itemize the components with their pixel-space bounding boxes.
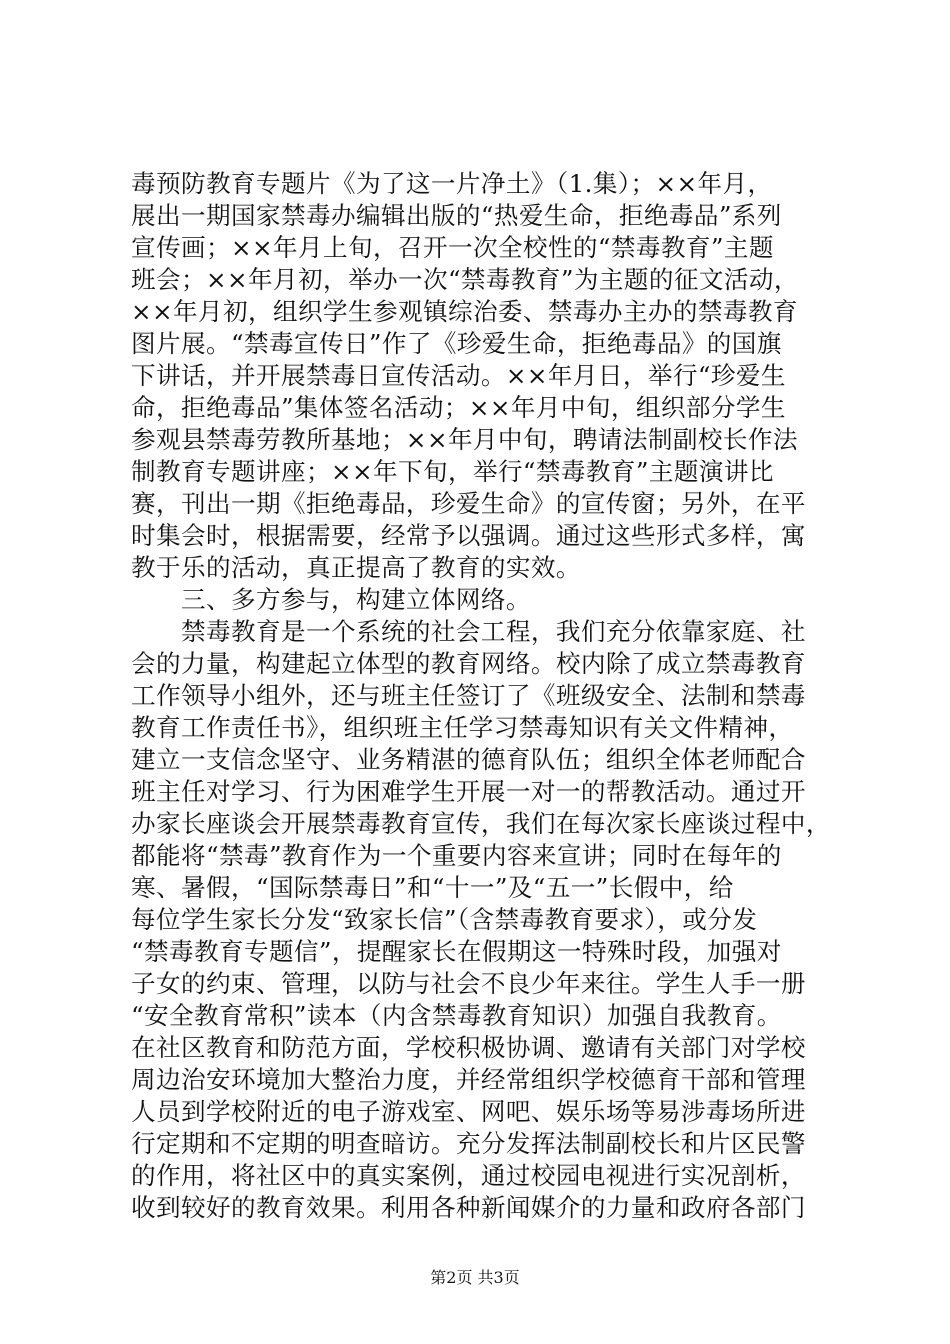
text-line: 会的力量，构建起立体型的教育网络。校内除了成立禁毒教育	[131, 649, 806, 678]
text-line: 班会；××年月初，举办一次“禁毒教育”为主题的征文活动，	[131, 265, 799, 294]
text-line: 每位学生家长分发“致家长信”（含禁毒教育要求），或分发	[131, 905, 758, 934]
text-line: “禁毒教育专题信”，提醒家长在假期这一特殊时段，加强对	[131, 937, 782, 966]
text-line: 都能将“禁毒”教育作为一个重要内容来宣讲；同时在每年的	[131, 841, 782, 870]
text-line: 在社区教育和防范方面，学校积极协调、邀请有关部门对学校	[131, 1033, 806, 1062]
text-line: “安全教育常积”读本（内含禁毒教育知识）加强自我教育。	[131, 1001, 782, 1030]
text-line: 赛，刊出一期《拒绝毒品，珍爱生命》的宣传窗；另外，在平	[131, 489, 806, 518]
text-line: 禁毒教育是一个系统的社会工程，我们充分依靠家庭、社	[131, 617, 806, 646]
text-line: 班主任对学习、行为困难学生开展一对一的帮教活动。通过开	[131, 777, 806, 806]
text-line: 下讲话，并开展禁毒日宣传活动。××年月日，举行“珍爱生	[131, 361, 786, 390]
text-line: 收到较好的教育效果。利用各种新闻媒介的力量和政府各部门	[131, 1193, 806, 1222]
text-line: 建立一支信念坚守、业务精湛的德育队伍；组织全体老师配合	[131, 745, 806, 774]
text-line: 宣传画；××年月上旬，召开一次全校性的“禁毒教育”主题	[131, 233, 774, 262]
text-line: 办家长座谈会开展禁毒教育宣传，我们在每次家长座谈过程中，	[131, 809, 831, 838]
page-footer	[0, 1268, 950, 1288]
text-line: 时集会时，根据需要，经常予以强调。通过这些形式多样，寓	[131, 521, 806, 550]
text-line: 教育工作责任书》，组织班主任学习禁毒知识有关文件精神，	[131, 713, 794, 742]
text-line: 行定期和不定期的明查暗访。充分发挥法制副校长和片区民警	[131, 1129, 806, 1158]
page-number: 第2页 共3页	[430, 1268, 520, 1287]
text-line: 寒、暑假，“国际禁毒日”和“十一”及“五一”长假中，给	[131, 873, 734, 902]
text-line: 周边治安环境加大整治力度，并经常组织学校德育干部和管理	[131, 1065, 806, 1094]
text-line: 人员到学校附近的电子游戏室、网吧、娱乐场等易涉毒场所进	[131, 1097, 806, 1126]
text-line: 毒预防教育专题片《为了这一片净土》（1.集）；××年月，	[131, 169, 773, 198]
text-line: 的作用，将社区中的真实案例，通过校园电视进行实况剖析，	[131, 1161, 806, 1190]
text-line: 展出一期国家禁毒办编辑出版的“热爱生命，拒绝毒品”系列	[131, 201, 782, 230]
text-line: 参观县禁毒劳教所基地；××年月中旬，聘请法制副校长作法	[131, 425, 798, 454]
text-line: ××年月初，组织学生参观镇综治委、禁毒办主办的禁毒教育	[131, 297, 798, 326]
text-line: 工作领导小组外，还与班主任签订了《班级安全、法制和禁毒	[131, 681, 806, 710]
text-line: 命，拒绝毒品”集体签名活动；××年月中旬，组织部分学生	[131, 393, 786, 422]
body-text	[131, 168, 831, 1224]
text-line: 制教育专题讲座；××年下旬，举行“禁毒教育”主题演讲比	[131, 457, 774, 486]
text-line: 图片展。“禁毒宣传日”作了《珍爱生命，拒绝毒品》的国旗	[131, 329, 782, 358]
text-line: 教于乐的活动，真正提高了教育的实效。	[131, 553, 581, 582]
section-heading: 三、多方参与，构建立体网络。	[131, 585, 531, 614]
text-line: 子女的约束、管理，以防与社会不良少年来往。学生人手一册	[131, 969, 806, 998]
